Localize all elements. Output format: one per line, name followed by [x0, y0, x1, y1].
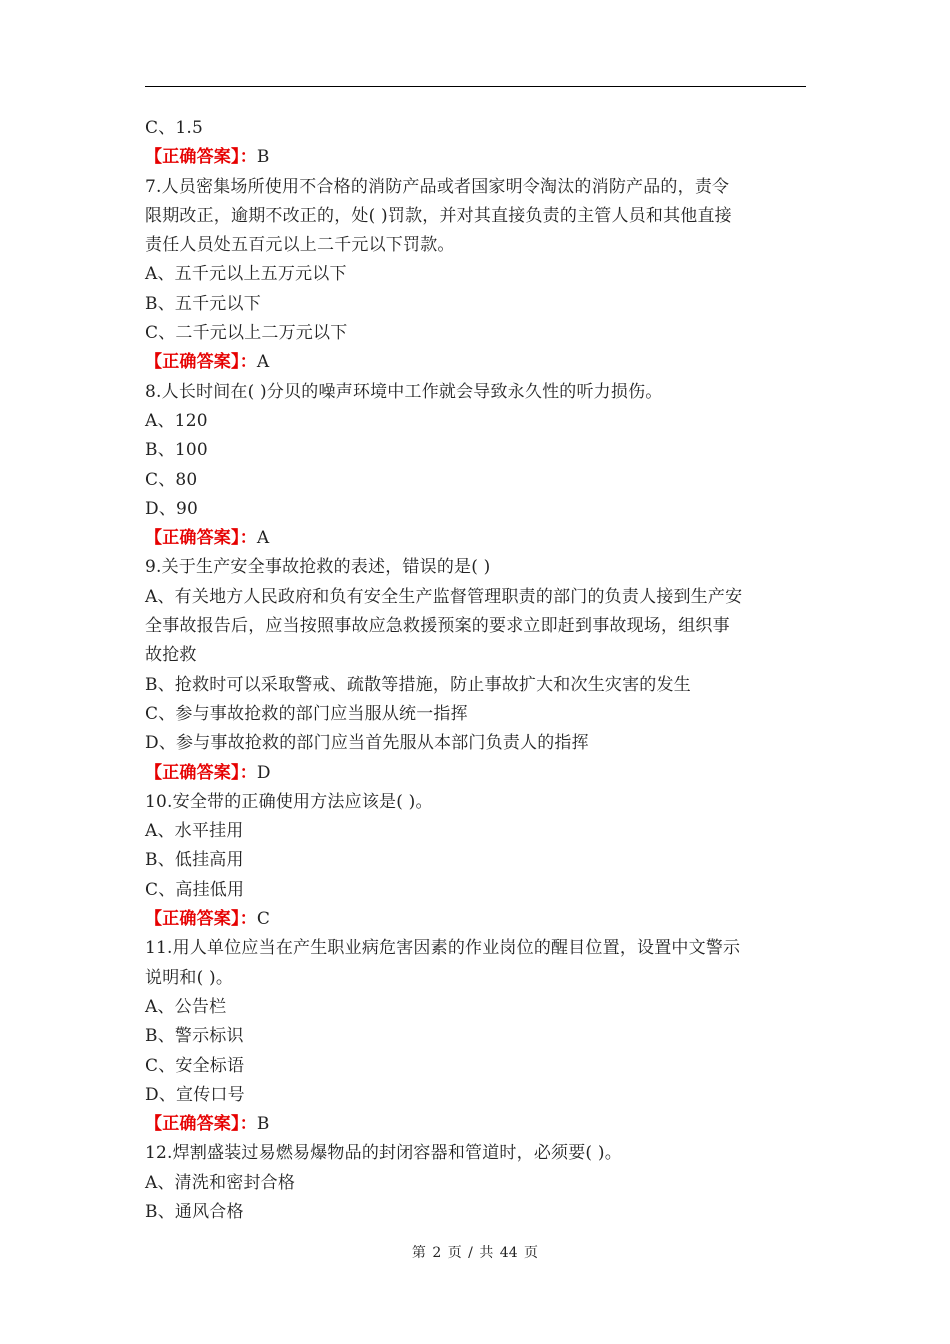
question-line: 责任人员处五百元以上二千元以下罚款。 — [145, 235, 455, 256]
option-line: B、警示标识 — [145, 1026, 244, 1047]
header-rule — [145, 86, 806, 87]
answer-value: B — [256, 147, 270, 168]
option-line: B、五千元以下 — [145, 293, 261, 314]
option-line: A、清洗和密封合格 — [145, 1172, 296, 1193]
option-line: D、宣传口号 — [145, 1084, 245, 1105]
question-line: 12.焊割盛装过易燃易爆物品的封闭容器和管道时，必须要( )。 — [145, 1143, 622, 1164]
answer-line — [145, 143, 807, 172]
answer-value: A — [256, 528, 270, 549]
option-line: D、参与事故抢救的部门应当首先服从本部门负责人的指挥 — [145, 733, 589, 754]
answer-label: 【正确答案】： — [145, 147, 257, 168]
answer-value: C — [256, 909, 271, 930]
page-content — [145, 114, 807, 1227]
answer-value: D — [256, 762, 271, 783]
option-line: C、高挂低用 — [145, 879, 245, 900]
question-line: 7.人员密集场所使用不合格的消防产品或者国家明令淘汰的消防产品的，责令 — [145, 176, 730, 197]
option-line: C、1.5 — [145, 118, 204, 138]
answer-value: B — [256, 1114, 270, 1135]
answer-label: 【正确答案】： — [145, 762, 257, 783]
option-line: B、100 — [145, 440, 208, 461]
question-line: 8.人长时间在( )分贝的噪声环境中工作就会导致永久性的听力损伤。 — [145, 381, 663, 402]
question-line: 10.安全带的正确使用方法应该是( )。 — [145, 791, 433, 812]
option-line: A、120 — [145, 410, 208, 431]
option-line: A、有关地方人民政府和负有安全生产监督管理职责的部门的负责人接到生产安 — [145, 586, 743, 607]
option-line: A、五千元以上五万元以下 — [145, 264, 347, 285]
option-line: C、安全标语 — [145, 1055, 245, 1076]
page-number-footer: 第 2 页 / 共 44 页 — [411, 1245, 539, 1261]
answer-line — [145, 905, 807, 934]
answer-line — [145, 348, 807, 377]
answer-line — [145, 759, 807, 788]
question-line: 11.用人单位应当在产生职业病危害因素的作业岗位的醒目位置，设置中文警示 — [145, 938, 741, 959]
option-line: C、80 — [145, 469, 198, 490]
answer-line — [145, 1110, 807, 1139]
answer-label: 【正确答案】： — [145, 352, 257, 373]
answer-line — [145, 524, 807, 553]
option-line: A、水平挂用 — [145, 821, 244, 842]
option-line: B、通风合格 — [145, 1201, 244, 1222]
answer-label: 【正确答案】： — [145, 909, 257, 930]
question-line: 说明和( )。 — [145, 967, 234, 988]
answer-label: 【正确答案】： — [145, 528, 257, 549]
answer-label: 【正确答案】： — [145, 1114, 257, 1135]
question-line: 9.关于生产安全事故抢救的表述，错误的是( ) — [145, 557, 491, 578]
answer-value: A — [256, 352, 270, 373]
question-line: 限期改正，逾期不改正的，处( )罚款，并对其直接负责的主管人员和其他直接 — [145, 205, 732, 226]
option-line: B、抢救时可以采取警戒、疏散等措施，防止事故扩大和次生灾害的发生 — [145, 674, 691, 695]
option-line: C、二千元以上二万元以下 — [145, 323, 348, 344]
option-line: 全事故报告后，应当按照事故应急救援预案的要求立即赶到事故现场，组织事 — [145, 616, 730, 637]
option-line: A、公告栏 — [145, 996, 227, 1017]
option-line: D、90 — [145, 498, 199, 519]
option-line: B、低挂高用 — [145, 850, 244, 871]
option-line: C、参与事故抢救的部门应当服从统一指挥 — [145, 703, 468, 724]
option-line: 故抢救 — [145, 645, 197, 666]
